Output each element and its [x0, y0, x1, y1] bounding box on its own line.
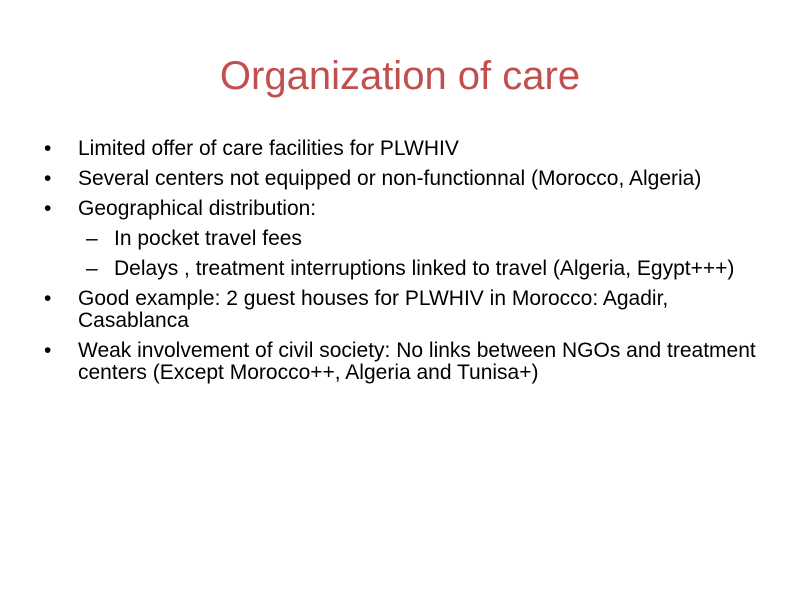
dash-icon: – [86, 227, 98, 250]
slide-title: Organization of care [219, 54, 581, 98]
bullet-icon: • [44, 287, 52, 310]
sub-bullet-text: In pocket travel fees [114, 227, 302, 250]
bullet-item [44, 288, 764, 332]
bullet-icon: • [44, 167, 52, 190]
bullet-text: Weak involvement of civil society: No links between NGOs and treatment centers (Except Morocco++, Algeria and Tunisa+) [78, 339, 756, 384]
bullet-icon: • [44, 339, 52, 362]
sub-bullet-text: Delays , treatment interruptions linked to travel (Algeria, Egypt+++) [114, 257, 735, 280]
sub-bullet-item [78, 228, 764, 250]
bullet-item [44, 138, 764, 160]
bullet-item [44, 168, 764, 190]
dash-icon: – [86, 257, 98, 280]
bullet-icon: • [44, 137, 52, 160]
bullet-text: Several centers not equipped or non-functionnal (Morocco, Algeria) [78, 167, 702, 190]
bullet-item [44, 198, 764, 280]
bullet-list [44, 138, 764, 392]
bullet-icon: • [44, 197, 52, 220]
sub-bullet-item [78, 258, 764, 280]
bullet-text: Limited offer of care facilities for PLWHIV [78, 137, 459, 160]
bullet-text: Geographical distribution: [78, 197, 317, 220]
sub-bullet-list [78, 228, 764, 280]
bullet-text: Good example: 2 guest houses for PLWHIV in Morocco: Agadir, Casablanca [78, 287, 669, 332]
bullet-item [44, 340, 764, 384]
